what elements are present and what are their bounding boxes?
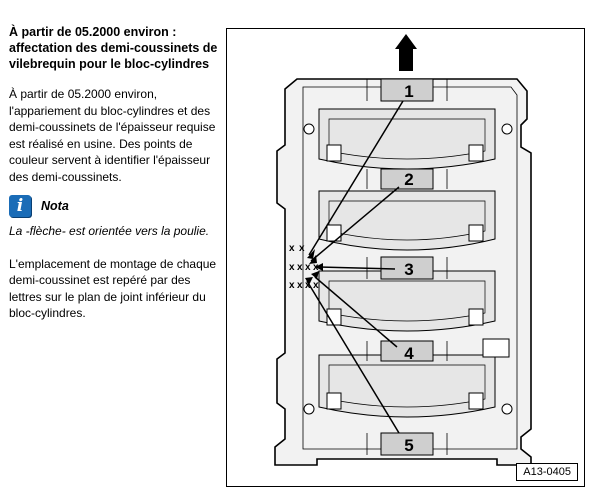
callout-3: 3 <box>404 260 414 279</box>
mark-9: x <box>305 280 311 291</box>
paragraph-pairing: À partir de 05.2000 environ, l'appariement du bloc-cylindres et des demi-coussinets de l'épaisseur requise est réalisé en usine. Des points de couleur servent à identifier l'épaisseur des demi-coussinets. <box>9 87 216 184</box>
section-heading: À partir de 05.2000 environ : affectation des demi-coussinets de vilebrequin pour le bloc-cylindres <box>9 25 218 71</box>
mark-7: x <box>289 280 295 291</box>
figure-reference-label: A13-0405 <box>516 463 578 481</box>
mark-3: x <box>289 262 295 273</box>
mark-6: x <box>313 262 319 273</box>
mark-4: x <box>297 262 303 273</box>
paragraph-location: L'emplacement de montage de chaque demi-coussinet est repéré par des lettres sur le plan de joint inférieur du bloc-cylindres. <box>9 256 217 320</box>
note-header <box>9 195 219 217</box>
callout-1: 1 <box>404 82 414 101</box>
engine-block-figure <box>226 28 585 487</box>
instruction-text <box>9 24 219 332</box>
mark-2: x <box>299 243 305 254</box>
info-icon: i <box>9 195 31 217</box>
note-text: La -flèche- est orientée vers la poulie. <box>9 224 210 238</box>
pulley-direction-arrow <box>395 34 417 71</box>
mark-10: x <box>313 280 319 291</box>
callout-2: 2 <box>404 170 414 189</box>
note-title: Nota <box>41 199 69 213</box>
mark-1: x <box>289 243 295 254</box>
mark-5: x <box>305 262 311 273</box>
mark-8: x <box>297 280 303 291</box>
cylinder-block-drawing <box>227 29 584 486</box>
callout-4: 4 <box>404 344 414 363</box>
callout-5: 5 <box>404 436 414 455</box>
